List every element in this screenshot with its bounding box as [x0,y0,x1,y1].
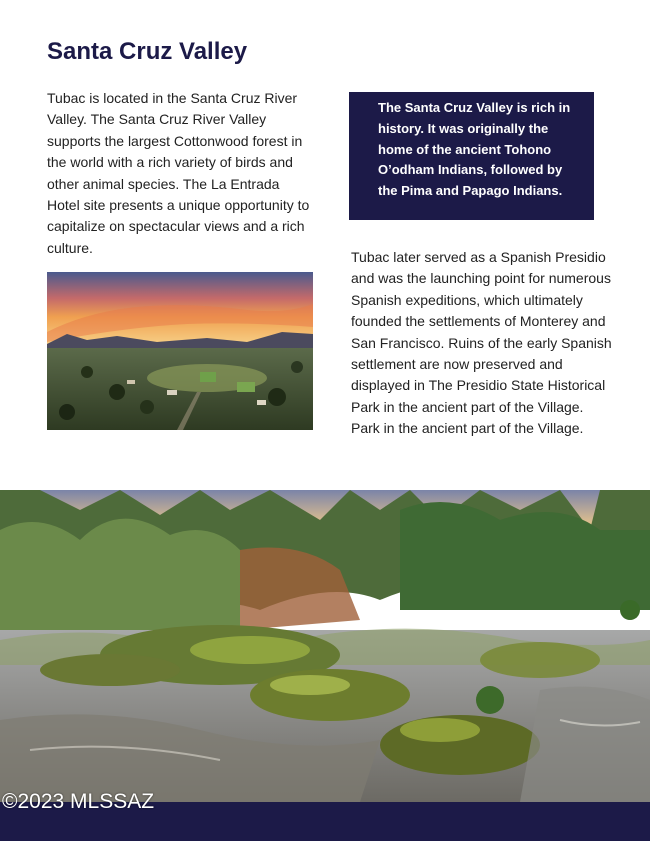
copyright-watermark: ©2023 MLSSAZ [2,790,155,813]
aerial-valley-photo [47,272,313,430]
intro-paragraph: Tubac is located in the Santa Cruz River Valley. The Santa Cruz River Valley supports the largest Cottonwood forest in the world with a rich variety of birds and other animal species. The La Entrada Hotel site presents a unique opportunity to capitalize on spectacular views and a rich culture. [47,90,310,256]
callout-text: The Santa Cruz Valley is rich in history. It was originally the home of the ancient Tohono O’odham Indians, followed by the Pima and Papago Indians. [378,100,571,199]
history-paragraph: Tubac later served as a Spanish Presidio and was the launching point for numerous Spanish expeditions, which ultimately founded the settlements of Monterey and San Francisco. Ruins of the early Spanish settlement are now preserved and displayed in The Presidio State Historical Park in the ancient part of the Village. Park in the ancient part of the Village. [351,249,612,437]
history-callout-box [349,92,594,220]
river-landscape-photo [0,490,650,802]
page-title: Santa Cruz Valley [47,38,248,65]
